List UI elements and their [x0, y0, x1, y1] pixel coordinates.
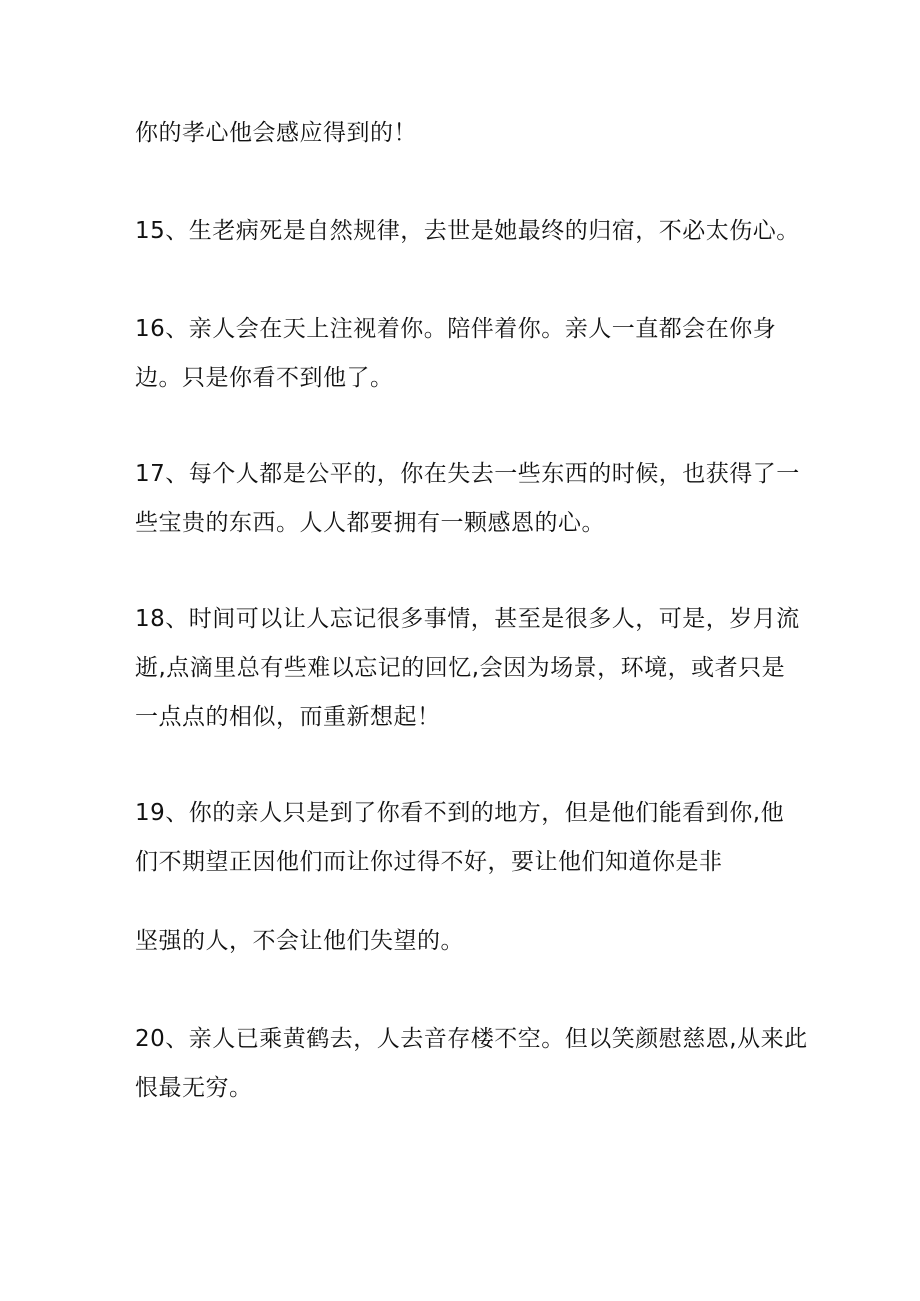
text-line: 坚强的人，不会让他们失望的。	[135, 928, 464, 954]
text-line: 一点点的相似，而重新想起！	[135, 704, 441, 730]
text-line: 你的孝心他会感应得到的！	[135, 120, 417, 146]
text-line: 边。只是你看不到他了。	[135, 365, 394, 391]
text-line: 们不期望正因他们而让你过得不好，要让他们知道你是非	[135, 849, 723, 875]
text-line: 18、时间可以让人忘记很多事情，甚至是很多人，可是，岁月流	[135, 606, 800, 632]
text-line: 19、你的亲人只是到了你看不到的地方，但是他们能看到你,他	[135, 800, 785, 826]
text-line: 15、生老病死是自然规律，去世是她最终的归宿，不必太伤心。	[135, 218, 800, 244]
text-line: 恨最无穷。	[135, 1075, 253, 1101]
text-line: 20、亲人已乘黄鹤去，人去音存楼不空。但以笑颜慰慈恩,从来此	[135, 1026, 808, 1052]
text-line: 些宝贵的东西。人人都要拥有一颗感恩的心。	[135, 510, 605, 536]
text-line: 逝,点滴里总有些难以忘记的回忆,会因为场景，环境，或者只是	[135, 655, 786, 681]
text-line: 16、亲人会在天上注视着你。陪伴着你。亲人一直都会在你身	[135, 316, 777, 342]
text-line: 17、每个人都是公平的，你在失去一些东西的时候，也获得了一	[135, 461, 800, 487]
